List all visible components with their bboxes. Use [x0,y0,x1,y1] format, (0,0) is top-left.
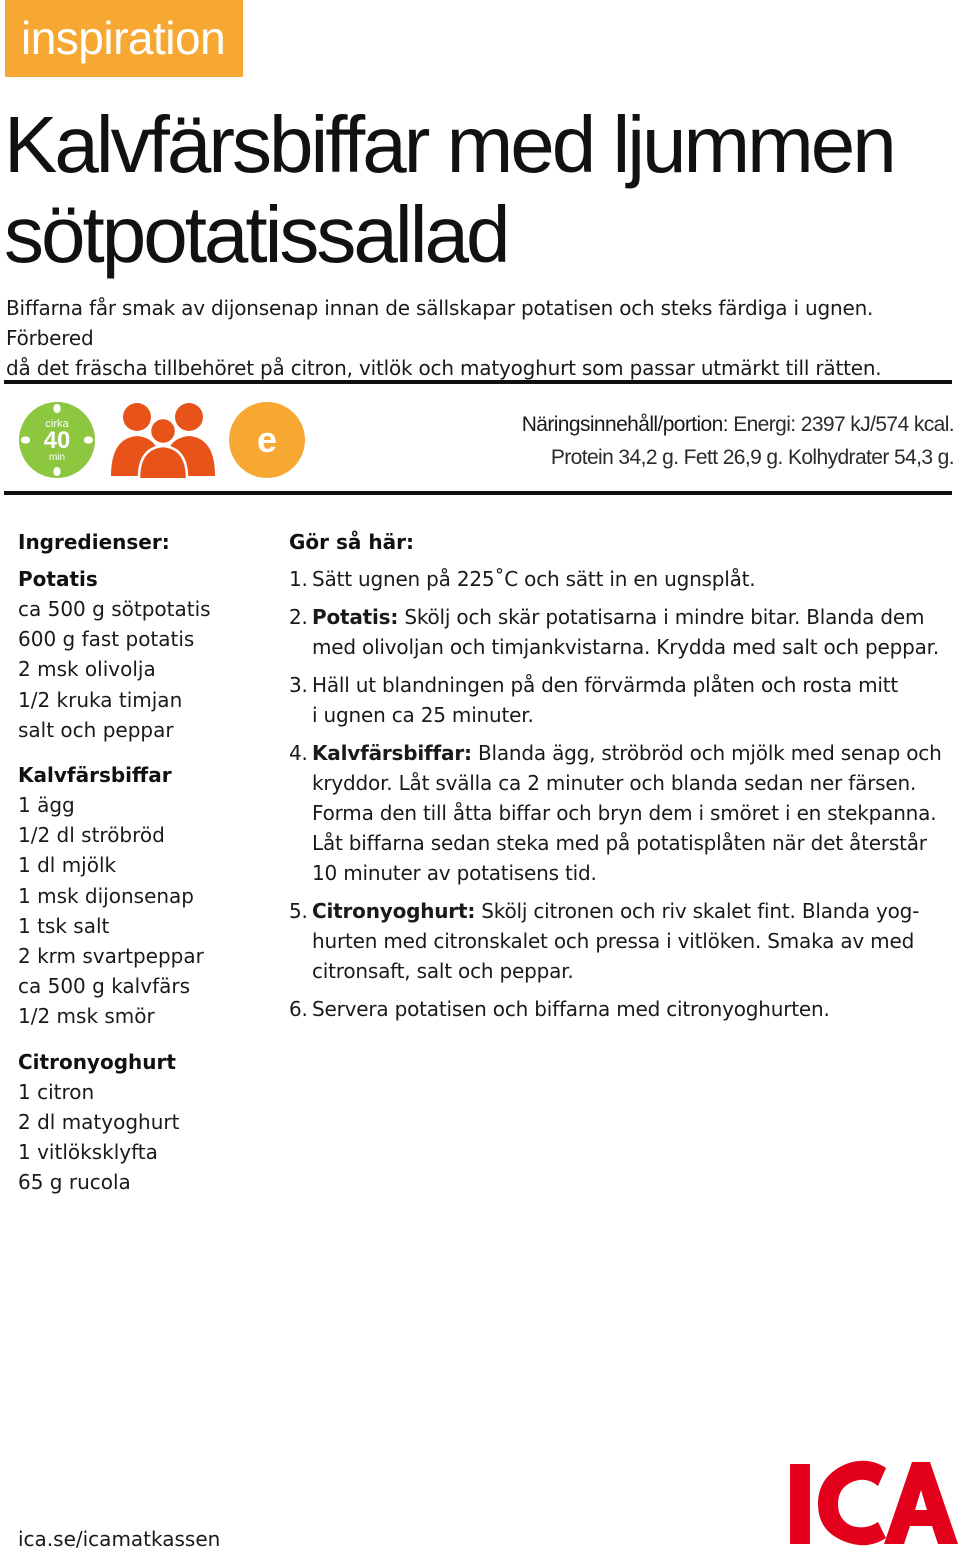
ingredient-item: 600 g fast potatis [18,627,195,652]
instructions-heading: Gör så här: [289,530,414,554]
instructions [289,527,949,1032]
servings-people-icon [106,398,220,478]
step-item [289,896,949,986]
ingredient-item: 2 dl matyoghurt [18,1109,180,1134]
ingredient-item: 1 msk dijonsenap [18,883,194,908]
step-line: Blanda ägg, ströbröd och mjölk med senap och [471,741,942,765]
ingredient-item: ca 500 g sötpotatis [18,597,211,621]
step-text [312,994,949,1024]
ica-logo [788,1460,958,1547]
ingredient-item: 1 tsk salt [18,913,110,938]
step-item [289,602,949,662]
step-subtitle: Potatis: [312,605,399,629]
ingredient-group-title: Citronyoghurt [18,1049,176,1074]
ingredients-heading: Ingredienser: [18,530,170,554]
ingredient-item: 65 g rucola [18,1170,131,1195]
step-item [289,738,949,888]
category-tag: inspiration [5,0,243,77]
step-line: i ugnen ca 25 minuter. [312,703,534,727]
ingredient-group [18,564,278,745]
step-number: 5. [289,899,308,923]
time-value: 40 [43,427,71,454]
recipe-title-line-2: sötpotatissallad [4,190,508,279]
ingredient-item: 1 citron [18,1079,95,1104]
recipe-intro-line-2: då det fräscha tillbehöret på citron, vitlök och matyoghurt som passar utmärkt till rätten. [6,356,882,380]
step-text [312,670,949,730]
e-label-icon [228,401,306,479]
step-line: Skölj och skär potatisarna i mindre bitar. Blanda dem [398,605,925,629]
ingredient-item: 2 krm svartpeppar [18,944,204,969]
step-line: 10 minuter av potatisens tid. [312,861,597,885]
recipe-intro-line-1: Biffarna får smak av dijonsenap innan de sällskapar potatisen och steks färdiga i ugnen. Förbered [6,296,874,350]
step-line: Forma den till åtta biffar och bryn dem i smöret i en stekpanna. [312,801,937,825]
step-line: hurten med citronskalet och pressa i vitlöken. Smaka av med [312,929,915,953]
step-line: kryddor. Låt svälla ca 2 minuter och blanda sedan ner färsen. [312,771,917,795]
step-item [289,670,949,730]
step-number: 1. [289,567,308,591]
ingredient-item: 1/2 kruka timjan [18,687,183,712]
e-letter: e [256,419,278,460]
clock-time-icon [18,401,96,479]
step-text [312,896,949,986]
divider-top [4,380,952,384]
ingredient-group-title: Potatis [18,567,98,591]
ingredient-item: 1 dl mjölk [18,853,117,878]
nutrition-info [354,408,954,474]
divider-bottom [4,491,952,495]
ingredient-item: 1/2 dl ströbröd [18,823,165,848]
step-text [312,738,949,888]
step-number: 6. [289,997,308,1021]
time-unit: min [48,452,66,463]
step-text [312,602,949,662]
ingredient-groups [18,564,278,1197]
recipe-title [4,100,954,280]
ingredient-item: salt och peppar [18,717,174,742]
nutrition-energy: Energi: 2397 kJ/574 kcal. [733,413,954,436]
time-prefix: cirka [45,418,69,430]
ingredient-group [18,760,278,1032]
recipe-intro [6,293,951,383]
step-line: Låt biffarna sedan steka med på potatisplåten när det återstår [312,831,927,855]
step-line: citronsaft, salt och peppar. [312,959,574,983]
step-subtitle: Kalvfärsbiffar: [312,741,472,765]
step-line: Servera potatisen och biffarna med citronyoghurten. [312,997,830,1021]
step-line: Häll ut blandningen på den förvärmda plåten och rosta mitt [312,673,899,697]
ingredient-group-title: Kalvfärsbiffar [18,763,172,788]
step-item [289,994,949,1024]
ingredient-group [18,1047,278,1198]
nutrition-macros: Protein 34,2 g. Fett 26,9 g. Kolhydrater 54,3 g. [550,446,954,469]
step-subtitle: Citronyoghurt: [312,899,476,923]
step-list [289,564,949,1024]
ingredients-list [18,527,278,1212]
ingredient-item: 2 msk olivolja [18,657,156,682]
recipe-title-line-1: Kalvfärsbiffar med ljummen [4,100,894,189]
step-number: 2. [289,605,308,629]
ingredient-item: 1 ägg [18,793,75,818]
step-item [289,564,949,594]
step-number: 3. [289,673,308,697]
step-line: Skölj citronen och riv skalet fint. Blanda yog- [475,899,920,923]
footer-link[interactable]: ica.se/icamatkassen [18,1527,221,1551]
ingredient-item: ca 500 g kalvfärs [18,974,191,999]
ingredient-item: 1/2 msk smör [18,1004,155,1029]
step-line: med olivoljan och timjankvistarna. Krydda med salt och peppar. [312,635,940,659]
nutrition-label: Näringsinnehåll/portion: [521,413,728,436]
ingredient-item: 1 vitlöksklyfta [18,1140,158,1165]
step-number: 4. [289,741,308,765]
step-line: Sätt ugnen på 225˚C och sätt in en ugnsplåt. [312,567,756,591]
step-text [312,564,949,594]
